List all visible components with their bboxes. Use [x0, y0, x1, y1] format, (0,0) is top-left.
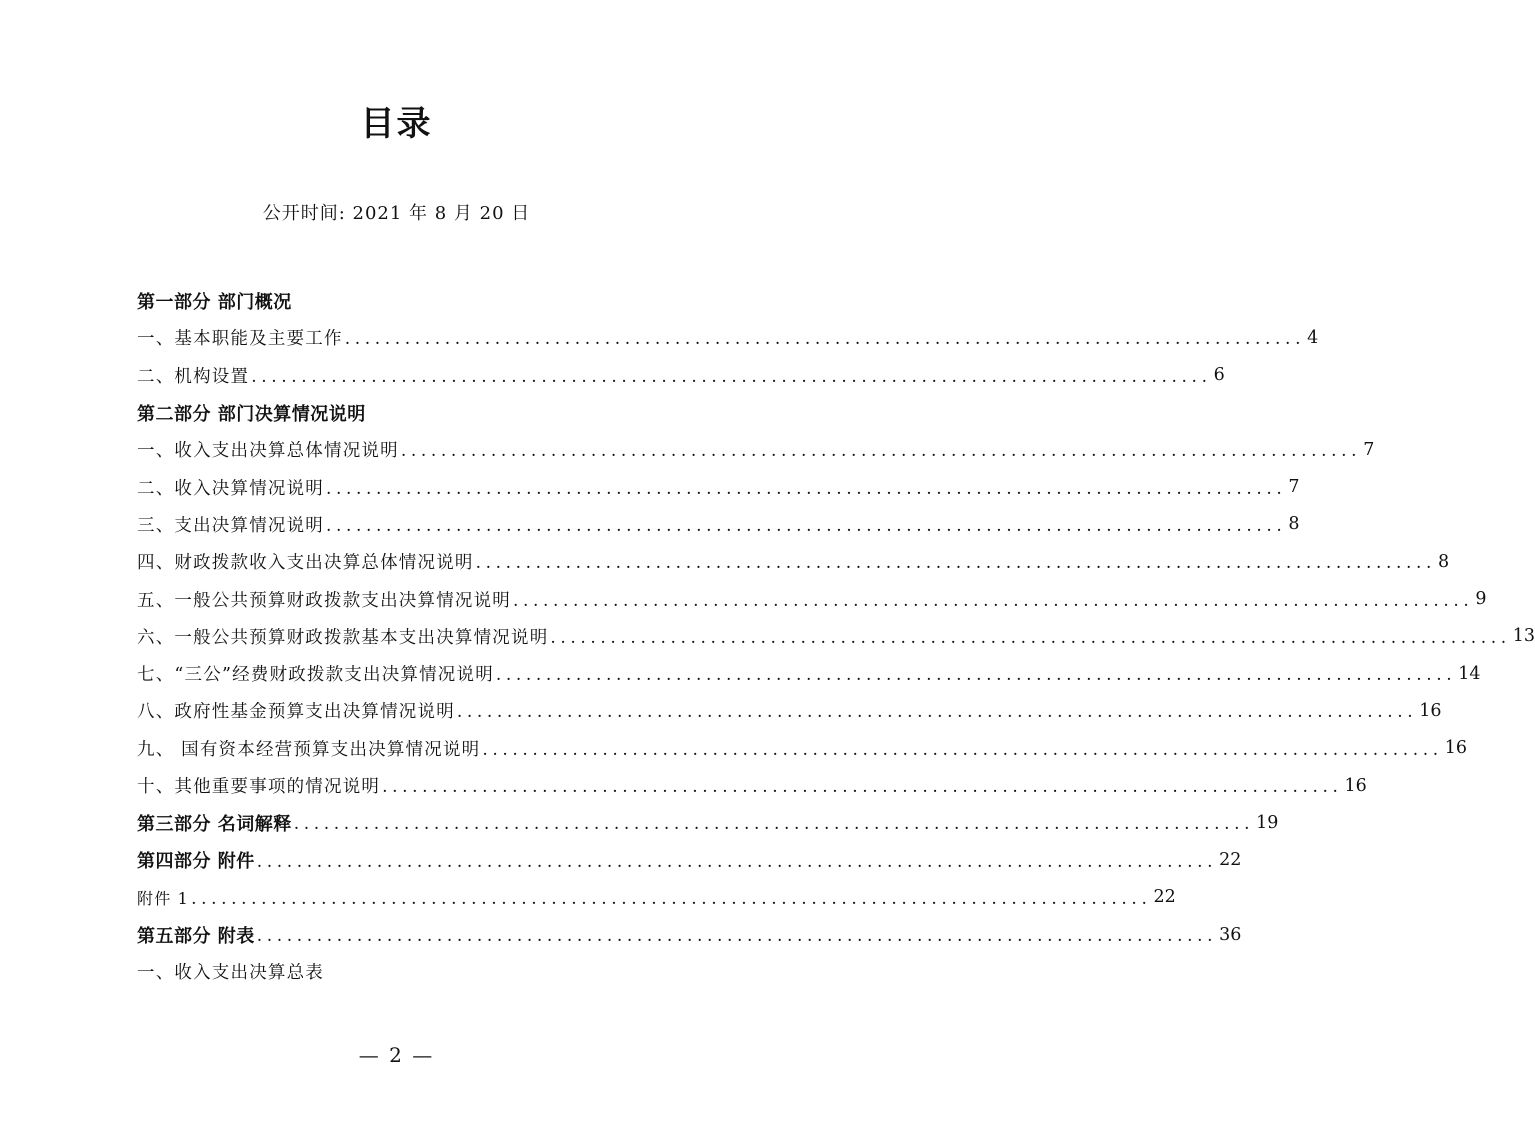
toc-entry-page: 9: [1475, 589, 1487, 610]
toc-entry-income-accounts[interactable]: [137, 468, 1300, 505]
toc-leader-dots: ................................................................................................: [344, 329, 1306, 350]
toc-entry-three-public-expenses[interactable]: [137, 655, 1481, 692]
toc-entry-label: 一、收入支出决算总体情况说明: [137, 441, 399, 462]
toc-entry-label: 十、其他重要事项的情况说明: [137, 777, 381, 797]
toc-entry-state-capital-budget[interactable]: [137, 730, 1468, 767]
toc-entry-page: 8: [1437, 551, 1450, 572]
page-number-footer: — 2 —: [358, 1043, 435, 1067]
toc-entry-label: 第二部分 部门决算情况说明: [137, 403, 366, 425]
toc-entry-label: 九、 国有资本经营预算支出决算情况说明: [137, 739, 481, 760]
toc-entry-page: 13: [1512, 626, 1535, 647]
toc-entry-fiscal-appropriation-overall[interactable]: [137, 543, 1450, 580]
toc-entry-page: 14: [1458, 663, 1481, 684]
toc-entry-page: 16: [1444, 738, 1468, 759]
toc-entry-page: 19: [1256, 812, 1279, 833]
toc-leader-dots: ................................................................................................: [400, 441, 1362, 462]
toc-entry-label: 一、基本职能及主要工作: [137, 329, 343, 350]
toc-entry-overall-income-expense[interactable]: [137, 431, 1375, 468]
toc-leader-dots: ................................................................................................: [326, 478, 1287, 499]
toc-entry-organization[interactable]: [137, 357, 1225, 394]
toc-entry-other-matters[interactable]: [137, 767, 1367, 804]
toc-entry-label: 二、机构设置: [137, 366, 250, 387]
toc-leader-dots: ................................................................................................: [382, 777, 1343, 797]
toc-leader-dots: ................................................................................................: [475, 553, 1436, 574]
toc-entry-page: 4: [1307, 327, 1319, 348]
toc-entry-expense-accounts[interactable]: [137, 506, 1300, 543]
toc-entry-page: 22: [1219, 850, 1242, 871]
toc-leader-dots: ................................................................................................: [550, 627, 1511, 648]
toc-leader-dots: ................................................................................................: [256, 926, 1218, 947]
toc-leader-dots: ................................................................................................: [513, 590, 1474, 611]
toc-entry-label: 三、支出决算情况说明: [137, 515, 324, 536]
toc-entry-page: 22: [1153, 887, 1176, 908]
toc-entry-label: 七、“三公”经费财政拨款支出决算情况说明: [137, 665, 494, 686]
toc-leader-dots: ................................................................................................: [482, 739, 1443, 760]
publish-date: 公开时间: 2021 年 8 月 20 日: [262, 203, 531, 224]
toc-entry-page: 7: [1363, 439, 1375, 460]
toc-entry-page: 8: [1288, 514, 1300, 535]
toc-entry-label: 二、收入决算情况说明: [137, 478, 324, 499]
toc-leader-dots: ................................................................................................: [456, 702, 1418, 723]
toc-entry-part-4[interactable]: [137, 841, 1242, 878]
toc-leader-dots: ................................................................................................: [495, 665, 1457, 686]
toc-leader-dots: ................................................................................................: [293, 814, 1255, 835]
toc-entry-page: 36: [1219, 924, 1242, 945]
toc-entry-attachment-1[interactable]: [137, 879, 1176, 916]
toc-entry-label: 第五部分 附表: [137, 925, 255, 947]
table-of-contents: [137, 282, 1535, 991]
toc-entry-label: 五、一般公共预算财政拨款支出决算情况说明: [137, 590, 511, 611]
toc-entry-label: 附件 1: [137, 888, 190, 908]
toc-entry-label: 八、政府性基金预算支出决算情况说明: [137, 702, 455, 723]
toc-entry-page: 16: [1419, 700, 1442, 721]
toc-entry-general-budget-basic-expense[interactable]: [137, 618, 1535, 655]
toc-leader-dots: ................................................................................................: [326, 515, 1287, 536]
toc-leader-dots: ................................................................................................: [256, 851, 1218, 872]
toc-entry-government-fund-budget[interactable]: [137, 692, 1442, 729]
document-title: 目录: [360, 104, 433, 144]
toc-entry-label: 第一部分 部门概况: [137, 291, 292, 313]
toc-entry-part-5[interactable]: [137, 916, 1242, 953]
toc-entry-general-budget-expense[interactable]: [137, 580, 1487, 617]
toc-entry-label: 第三部分 名词解释: [137, 813, 292, 835]
toc-entry-page: 7: [1288, 477, 1300, 498]
toc-leader-dots: ................................................................................................: [251, 366, 1212, 387]
toc-entry-page: 16: [1344, 775, 1367, 796]
toc-entry-part-1[interactable]: [137, 282, 672, 319]
toc-leader-dots: ................................................................................................: [191, 888, 1152, 909]
toc-entry-label: 一、收入支出决算总表: [137, 963, 324, 984]
toc-entry-part-3[interactable]: [137, 804, 1279, 841]
toc-entry-label: 第四部分 附件: [137, 851, 255, 873]
toc-entry-page: 6: [1213, 365, 1225, 386]
toc-entry-part-2[interactable]: [137, 394, 672, 431]
toc-entry-income-expense-summary-table[interactable]: [137, 953, 672, 990]
toc-entry-label: 六、一般公共预算财政拨款基本支出决算情况说明: [137, 627, 549, 648]
toc-entry-basic-functions[interactable]: [137, 319, 1319, 356]
toc-entry-label: 四、财政拨款收入支出决算总体情况说明: [137, 553, 474, 574]
